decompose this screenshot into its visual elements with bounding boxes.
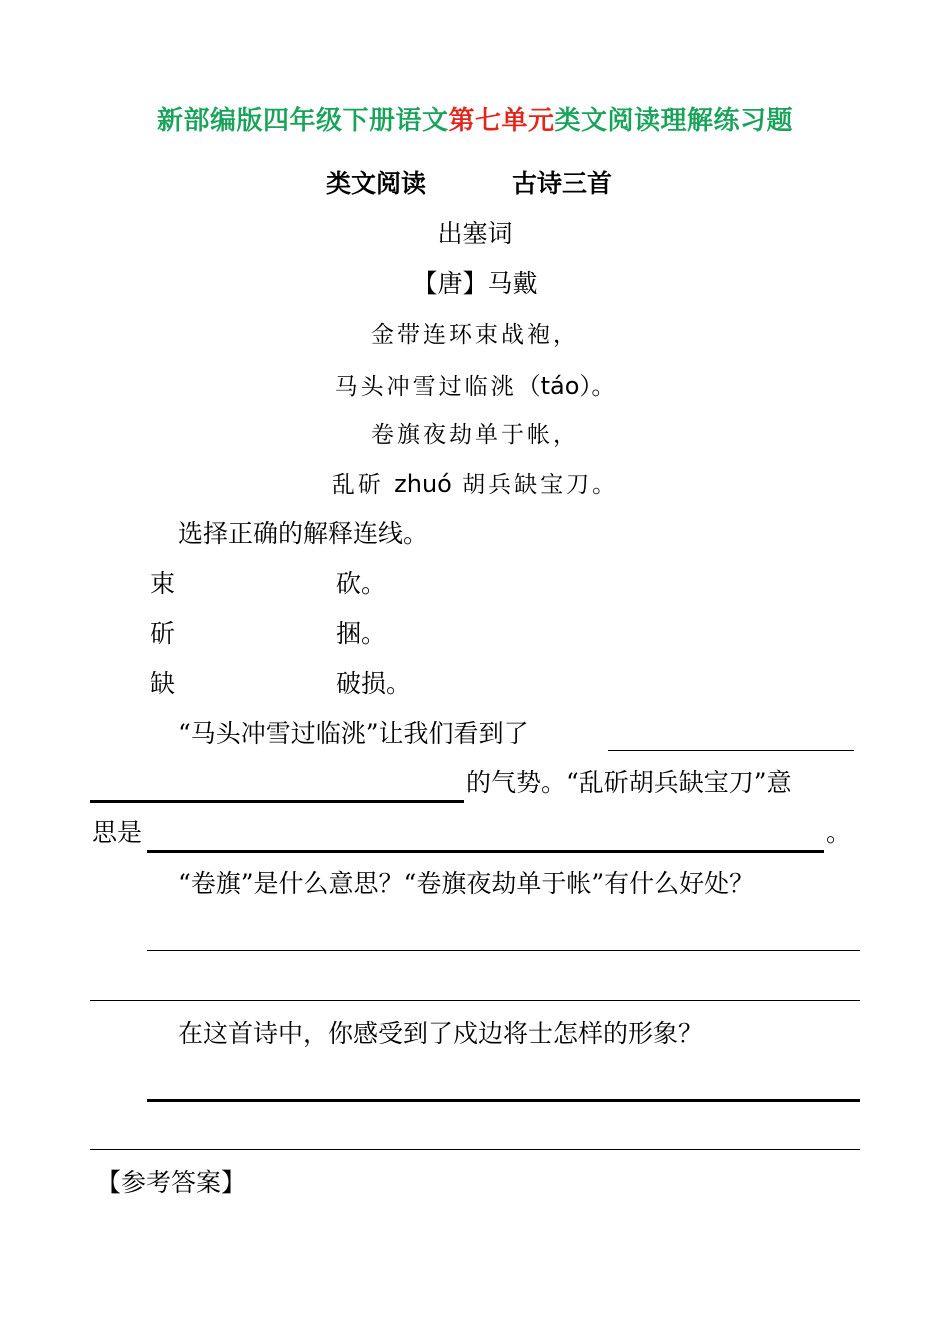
poem-title: 出塞词 — [437, 219, 513, 248]
poem-author: 【唐】马戴 — [412, 269, 538, 298]
poem-line-4 — [0, 466, 950, 499]
q2-part-2: 的气势。“乱斫胡兵缺宝刀”意 — [466, 768, 792, 797]
q1-prompt: 选择正确的解释连线。 — [178, 519, 429, 548]
page-title — [0, 100, 950, 137]
q2-end: 。 — [826, 818, 852, 847]
title-part-1: 新部编版四年级下册语文 — [156, 106, 449, 136]
match-left-2: 斫 — [150, 619, 176, 648]
match-right-1: 砍。 — [336, 569, 387, 598]
q2-part-1: “马头冲雪过临洮”让我们看到了 — [178, 719, 529, 748]
section-poems: 古诗三首 — [512, 169, 613, 198]
answer-line-q3-2[interactable] — [90, 1000, 860, 1001]
poem-line-1: 金带连环束战袍， — [371, 322, 579, 348]
answer-line-q4-2[interactable] — [90, 1149, 860, 1150]
answer-heading: 【参考答案】 — [96, 1168, 247, 1197]
poem-line-3: 卷旗夜劫单于帐， — [371, 422, 579, 448]
title-part-3: 类文阅读理解练习题 — [554, 106, 794, 136]
match-right-3: 破损。 — [336, 669, 412, 698]
match-left-3: 缺 — [150, 669, 176, 698]
answer-line-q3-1[interactable] — [147, 950, 860, 951]
poem-line-2-pinyin: （táo）。 — [516, 372, 616, 400]
answer-blank-1[interactable] — [608, 750, 854, 751]
match-right-2: 捆。 — [336, 619, 387, 648]
q4-prompt: 在这首诗中，你感受到了戍边将士怎样的形象？ — [178, 1019, 704, 1048]
poem-line-2 — [0, 366, 950, 401]
poem-line-4-pinyin: zhuó — [394, 470, 452, 498]
poem-line-2-text: 马头冲雪过临洮 — [334, 374, 517, 400]
answer-blank-3[interactable] — [147, 850, 824, 853]
poem-line-4-a: 乱斫 — [331, 472, 384, 498]
q2-part-3: 思是 — [92, 818, 143, 847]
match-left-1: 束 — [150, 569, 176, 598]
answer-line-q4-1[interactable] — [147, 1099, 860, 1102]
section-label: 类文阅读 — [326, 169, 427, 198]
title-unit: 第七单元 — [448, 106, 555, 136]
q3-prompt: “卷旗”是什么意思？“卷旗夜劫单于帐”有什么好处？ — [178, 869, 755, 898]
answer-blank-2[interactable] — [90, 800, 464, 803]
poem-line-4-b: 胡兵缺宝刀。 — [462, 472, 619, 498]
